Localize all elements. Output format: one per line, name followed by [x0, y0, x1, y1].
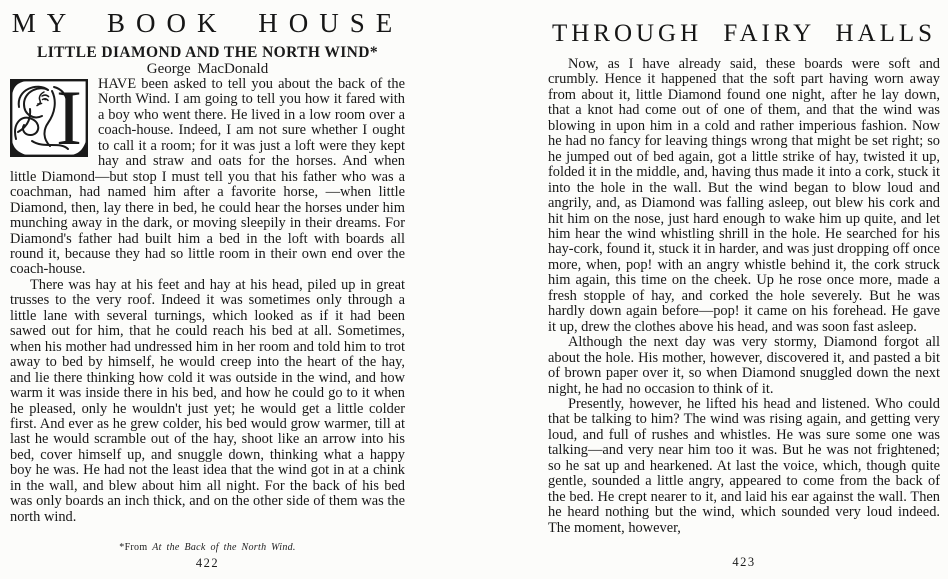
story-paragraph: There was hay at his feet and hay at his head, piled up in great trusses to the very roof. Indeed it was sometimes only through a little lane with several turnings, which looked as if it had been sawed out for him, that he could reach his bed at all. Sometimes, when his mother had undressed him in her room and told him to trot away to bed by himself, he would creep into the heart of the hay, and lie there thinking how cold it was outside in the wind, and how warm it was inside there in his bed, and how he could go to it when he pleased, only he wouldn't just yet; he would get a little colder first. And ever as he grew colder, his bed would grow warmer, till at last he would scramble out of the hay, shoot like an arrow into his bed, cover himself up, and snuggle down, thinking what a happy boy he was. He had not the least idea that the wind got in at a chink in the wall, and blew about him all night. For the back of his bed was only boards an inch thick, and on the other side of them was the north wind. — [10, 276, 405, 525]
story-author: George MacDonald — [146, 61, 269, 77]
story-title: LITTLE DIAMOND AND THE NORTH WIND* — [36, 44, 379, 61]
page-number-right: 423 — [732, 555, 756, 569]
woman-face-initial-illustration — [10, 79, 88, 157]
right-page — [548, 0, 940, 579]
left-page — [10, 0, 405, 579]
story-paragraph: Although the next day was very stormy, Diamond forgot all about the hole. His mother, however, discovered it, and pasted a bit of brown paper over it, so when Diamond snuggled down the next night, he had no occasion to think of it. — [548, 334, 940, 397]
decorative-initial — [10, 79, 88, 157]
right-body-text — [548, 57, 940, 553]
footnote-work-title: At the Back of the North Wind. — [152, 542, 296, 553]
drop-cap-letter: I — [56, 79, 82, 157]
story-paragraph: HAVE been asked to tell you about the back of the North Wind. I am going to tell you how it fared with a boy who went there. He lived in a low room over a coach-house. Indeed, I am not sure whether I ought to call it a room; for it was just a loft were they kept hay and straw and oats for the horses. And when little Diamond—but stop I must tell you that his father who was a coachman, had named him after a favorite horse, —when little Diamond, then, lay there in bed, he could hear the horses under him munching away in the dark, or moving sleepily in their dreams. For Diamond's father had built him a bed in the loft with boards all round it, because they had so little room in their own end over the coach-house. — [10, 77, 405, 278]
left-body-text — [10, 77, 405, 538]
footnote-marker: *From — [119, 542, 153, 553]
footnote — [10, 542, 405, 553]
left-running-head: MY BOOK HOUSE — [11, 8, 404, 38]
page-number-left: 422 — [195, 556, 220, 570]
right-running-head: THROUGH FAIRY HALLS — [551, 20, 937, 47]
story-paragraph: Now, as I have already said, these boards were soft and crumbly. Hence it happened that the soft part having worn away from about it, little Diamond found one night, after he lay down, that a knot had come out of one of them, and that the wind was blowing in upon him in a cold and rather imperious fashion. Now he had no fancy for leaving things wrong that might be set right; so he jumped out of bed again, got a little strike of hay, twisted it up, folded it in the middle, and, having thus made it into a cork, stuck it into the hole in the wall. But the wind began to blow loud and angrily, and, as Diamond was falling asleep, out blew his cork and hit him on the nose, just hard enough to wake him up quite, and let him hear the wind whistling shrill in the hole. He searched for his hay-cork, found it, stuck it in harder, and was just dropping off once more, when, pop! with an angry whistle behind it, the cork struck him again, this time on the cheek. Up he rose once more, made a fresh stopple of hay, and corked the hole severely. But he was hardly down again before—pop! it came on his forehead. He gave it up, drew the clothes above his head, and was soon fast asleep. — [548, 57, 940, 335]
story-paragraph: Presently, however, he lifted his head and listened. Who could that be talking to him? The wind was rising again, and getting very loud, and full of rushes and whistles. He was sure some one was talking—and very near him too it was. But he was not frightened; so he sat up and hearkened. At last the voice, which, though quite gentle, sounded a little angry, appeared to come from the back of the bed. He crept nearer to it, and laid his ear against the wall. Then he heard nothing but the wind, which sounded very loud indeed. The moment, however, — [548, 395, 940, 536]
